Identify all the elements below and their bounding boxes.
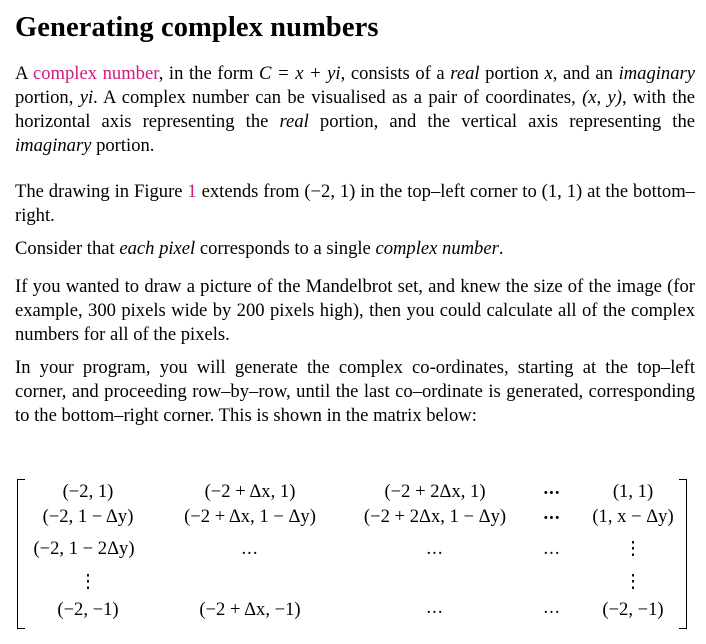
coordinate-matrix	[15, 475, 685, 627]
matrix-vdots: ⋮	[623, 538, 643, 559]
matrix-cell-dots: ...	[426, 597, 444, 618]
text: portion, and the vertical axis representing the	[308, 111, 695, 132]
coords: (x, y)	[582, 87, 622, 108]
matrix-cell-dots: ...	[543, 538, 561, 559]
text: A	[15, 63, 33, 84]
text: portion,	[15, 87, 80, 108]
complex-number-term: complex number	[375, 238, 499, 259]
matrix-cell: (1, 1)	[612, 481, 654, 502]
matrix-cell: (−2 + 2Δx, 1)	[384, 481, 486, 502]
matrix-right-bracket	[679, 479, 687, 629]
yi-var: yi	[79, 87, 94, 108]
paragraph-figure-extent	[15, 180, 695, 228]
matrix-cell: (−2 + Δx, 1 − Δy)	[184, 506, 316, 527]
text: portion.	[91, 135, 155, 156]
text: portion	[479, 63, 545, 84]
paragraph-program-description: In your program, you will generate the complex co-ordinates, starting at the top–left corner, and proceeding row–by–row, until the last co–ordinate is generated, corresponding to the bottom–right corner. This is shown in the matrix below:	[15, 357, 695, 426]
real-term: real	[450, 63, 480, 84]
matrix-cell-dots: ...	[543, 597, 561, 618]
matrix-cell: (−2, 1 − 2Δy)	[33, 538, 135, 559]
matrix-vdots: ⋮	[623, 571, 643, 592]
x-var: x	[544, 63, 553, 84]
paragraph-pixel-mapping	[15, 237, 695, 261]
figure-reference-link[interactable]: 1	[187, 181, 197, 202]
matrix-cell: (−2, 1 − Δy)	[42, 506, 134, 527]
section-title: Generating complex numbers	[15, 12, 379, 43]
matrix-cell-dots: ...	[241, 538, 259, 559]
matrix-cell-dots: ...	[543, 503, 561, 524]
matrix-cell: (−2, −1)	[57, 599, 119, 620]
text: .	[498, 238, 504, 259]
text: extends from (−2, 1) in the top–left corner to (1, 1) at the bottom–right.	[15, 181, 695, 226]
complex-number-link[interactable]: complex number	[33, 63, 159, 84]
each-pixel-term: each pixel	[119, 238, 196, 259]
matrix-cell: (1, x − Δy)	[592, 506, 674, 527]
text: , in the form	[158, 63, 260, 84]
paragraph-complex-number-definition	[15, 62, 695, 158]
matrix-cell: (−2 + Δx, −1)	[199, 599, 301, 620]
matrix-cell: (−2, −1)	[602, 599, 664, 620]
matrix-vdots: ⋮	[78, 571, 98, 592]
matrix-cell: (−2 + 2Δx, 1 − Δy)	[363, 506, 507, 527]
matrix-cell: (−2 + Δx, 1)	[204, 481, 296, 502]
matrix-cell-dots: ...	[426, 538, 444, 559]
formula: C = x + yi	[259, 63, 341, 84]
text: Consider that	[15, 238, 120, 259]
imaginary-term: imaginary	[618, 63, 695, 84]
text: corresponds to a single	[195, 238, 376, 259]
text: . A complex number can be visualised as a pair of coordinates,	[93, 87, 583, 108]
text: , consists of a	[340, 63, 451, 84]
matrix-cell: (−2, 1)	[62, 481, 114, 502]
matrix-left-bracket	[17, 479, 25, 629]
matrix-cell-dots: ...	[543, 478, 561, 499]
real-term: real	[279, 111, 309, 132]
text: The drawing in Figure	[15, 181, 188, 202]
imaginary-term: imaginary	[15, 135, 92, 156]
paragraph-mandelbrot-size: If you wanted to draw a picture of the Mandelbrot set, and knew the size of the image (for example, 300 pixels wide by 200 pixels high), then you could calculate all of the complex numbers for all of the pixels.	[15, 276, 695, 345]
text: , with the horizontal axis representing the	[15, 87, 696, 132]
text: , and an	[552, 63, 619, 84]
